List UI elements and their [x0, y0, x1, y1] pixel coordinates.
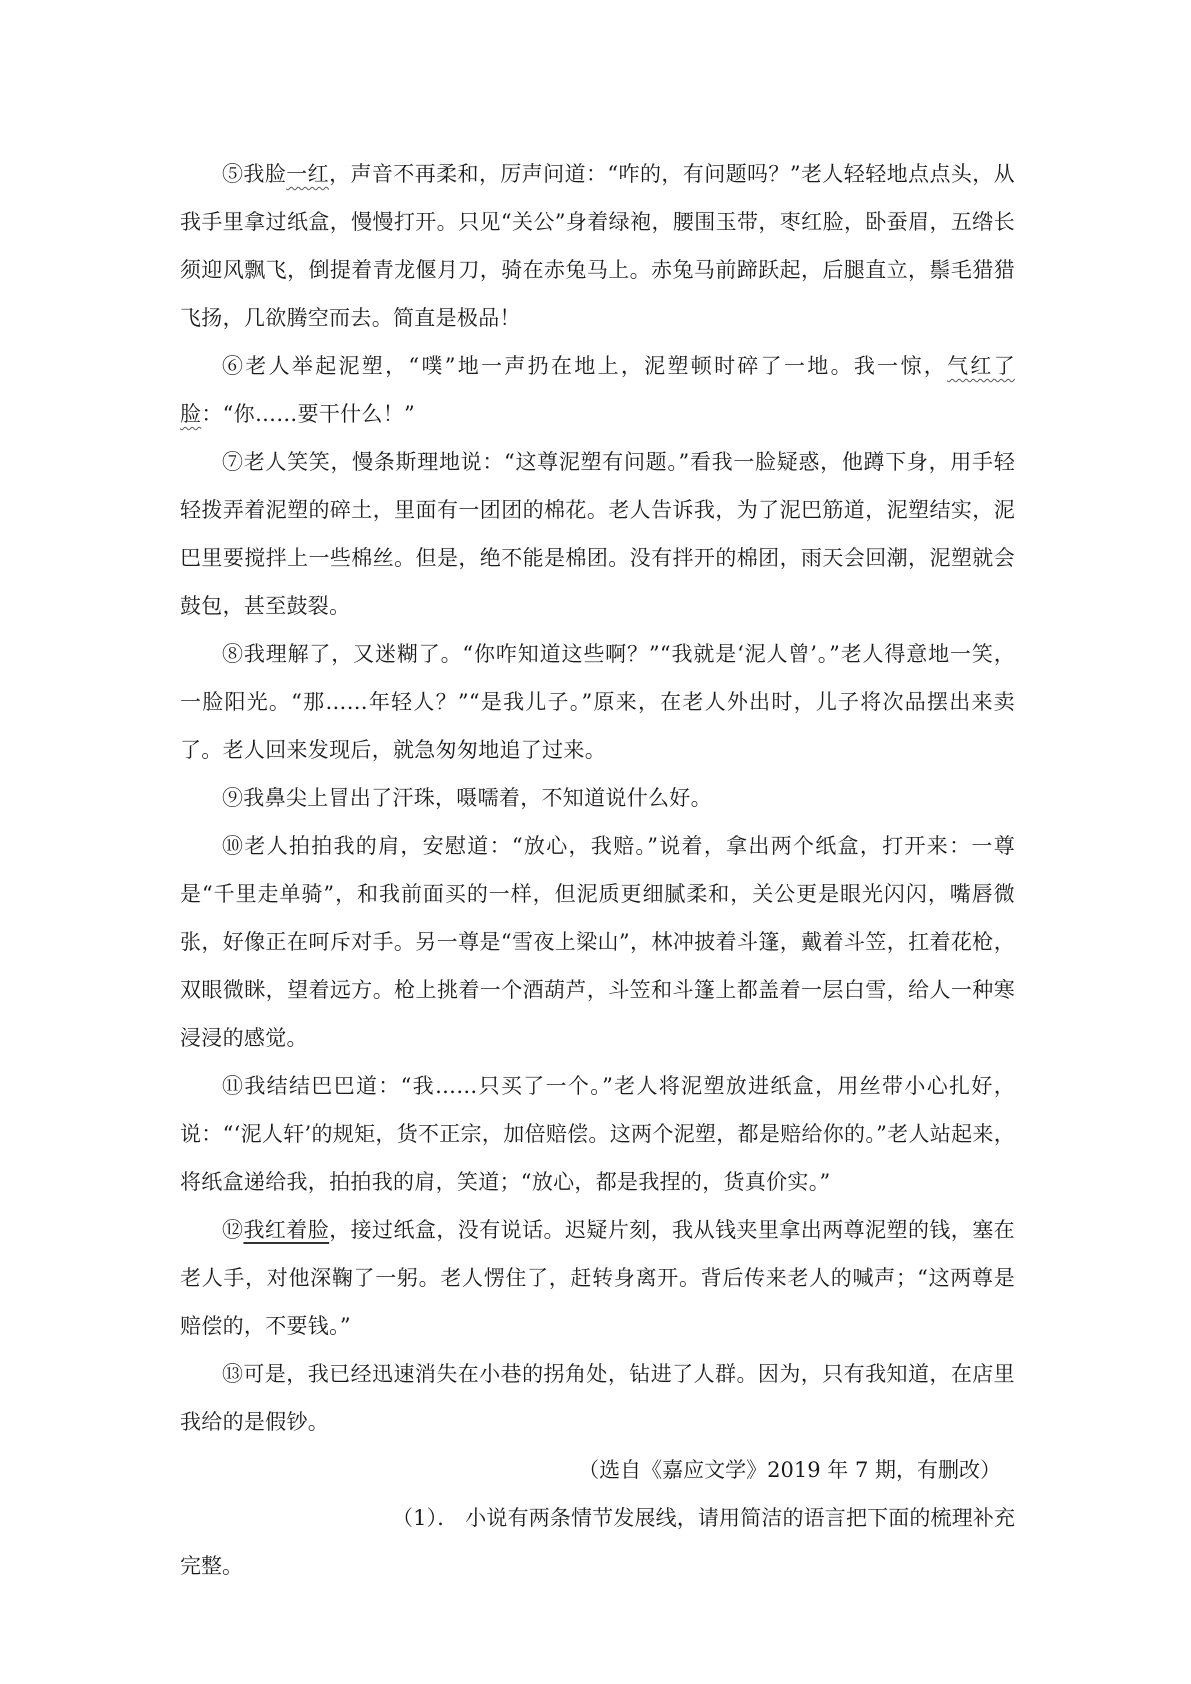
paragraph-6-wavy-underline: 气红了脸 — [180, 354, 1015, 426]
paragraph-13: ⑬可是，我已经迅速消失在小巷的拐角处，钻进了人群。因为，只有我知道，在店里我给的是假钞。 — [180, 1362, 1015, 1434]
source-citation: （选自《嘉应文学》2019 年 7 期，有删改） — [578, 1458, 1001, 1482]
paragraph-8: ⑧我理解了，又迷糊了。“你咋知道这些啊？”“我就是‘泥人曾’。”老人得意地一笑，一脸阳光。“那……年轻人？”“是我儿子。”原来，在老人外出时，儿子将次品摆出来卖了。老人回来发现后，就急匆匆地追了过来。 — [180, 642, 1015, 762]
paragraph-6 — [180, 342, 1015, 438]
paragraph-5-text-b: ，声音不再柔和，厉声问道：“咋的，有问题吗？”老人轻轻地点点头，从我手里拿过纸盒，慢慢打开。只见“关公”身着绿袍，腰围玉带，枣红脸，卧蚕眉，五绺长须迎风飘飞，倒提着青龙偃月刀，骑在赤兔马上。赤兔马前蹄跃起，后腿直立，鬃毛猎猎飞扬，几欲腾空而去。简直是极品！ — [180, 162, 1015, 330]
paragraph-12-underline: 我红着脸 — [243, 1218, 330, 1242]
paragraph-10: ⑩老人拍拍我的肩，安慰道：“放心，我赔。”说着，拿出两个纸盒，打开来：一尊是“千里走单骑”，和我前面买的一样，但泥质更细腻柔和，关公更是眼光闪闪，嘴唇微张，好像正在呵斥对手。另一尊是“雪夜上梁山”，林冲披着斗篷，戴着斗笠，扛着花枪，双眼微眯，望着远方。枪上挑着一个酒葫芦，斗笠和斗篷上都盖着一层白雪，给人一种寒浸浸的感觉。 — [180, 834, 1015, 1050]
question-1: （1）． 小说有两条情节发展线，请用简洁的语言把下面的梳理补充完整。 — [180, 1506, 1015, 1578]
paragraph-5 — [180, 150, 1015, 342]
paragraph-11: ⑪我结结巴巴道：“我……只买了一个。”老人将泥塑放进纸盒，用丝带小心扎好，说：“‘泥人轩’的规矩，货不正宗，加倍赔偿。这两个泥塑，都是赔给你的。”老人站起来，将纸盒递给我，拍拍我的肩，笑道；“放心，都是我捏的，货真价实。” — [180, 1074, 1015, 1194]
paragraph-7: ⑦老人笑笑，慢条斯理地说：“这尊泥塑有问题。”看我一脸疑惑，他蹲下身，用手轻轻拨弄着泥塑的碎土，里面有一团团的棉花。老人告诉我，为了泥巴筋道，泥塑结实，泥巴里要搅拌上一些棉丝。但是，绝不能是棉团。没有拌开的棉团，雨天会回潮，泥塑就会鼓包，甚至鼓裂。 — [180, 450, 1015, 618]
paragraph-6-text-b: ：“你……要干什么！” — [201, 402, 416, 426]
paragraph-9: ⑨我鼻尖上冒出了汗珠，嗫嚅着，不知道说什么好。 — [222, 786, 712, 810]
paragraph-6-text-a: ⑥老人举起泥塑，“噗”地一声扔在地上，泥塑顿时碎了一地。我一惊， — [222, 354, 948, 378]
paragraph-12-text-a: ⑫ — [222, 1218, 244, 1242]
paragraph-12-text-b: ，接过纸盒，没有说话。迟疑片刻，我从钱夹里拿出两尊泥塑的钱，塞在老人手，对他深鞠了一躬。老人愣住了，赶转身离开。背后传来老人的喊声；“这两尊是赔偿的，不要钱。” — [180, 1218, 1015, 1338]
paragraph-12 — [180, 1206, 1015, 1350]
paragraph-5-text-a: ⑤我脸 — [222, 162, 287, 186]
paragraph-5-wavy-underline: 一红 — [286, 162, 330, 186]
